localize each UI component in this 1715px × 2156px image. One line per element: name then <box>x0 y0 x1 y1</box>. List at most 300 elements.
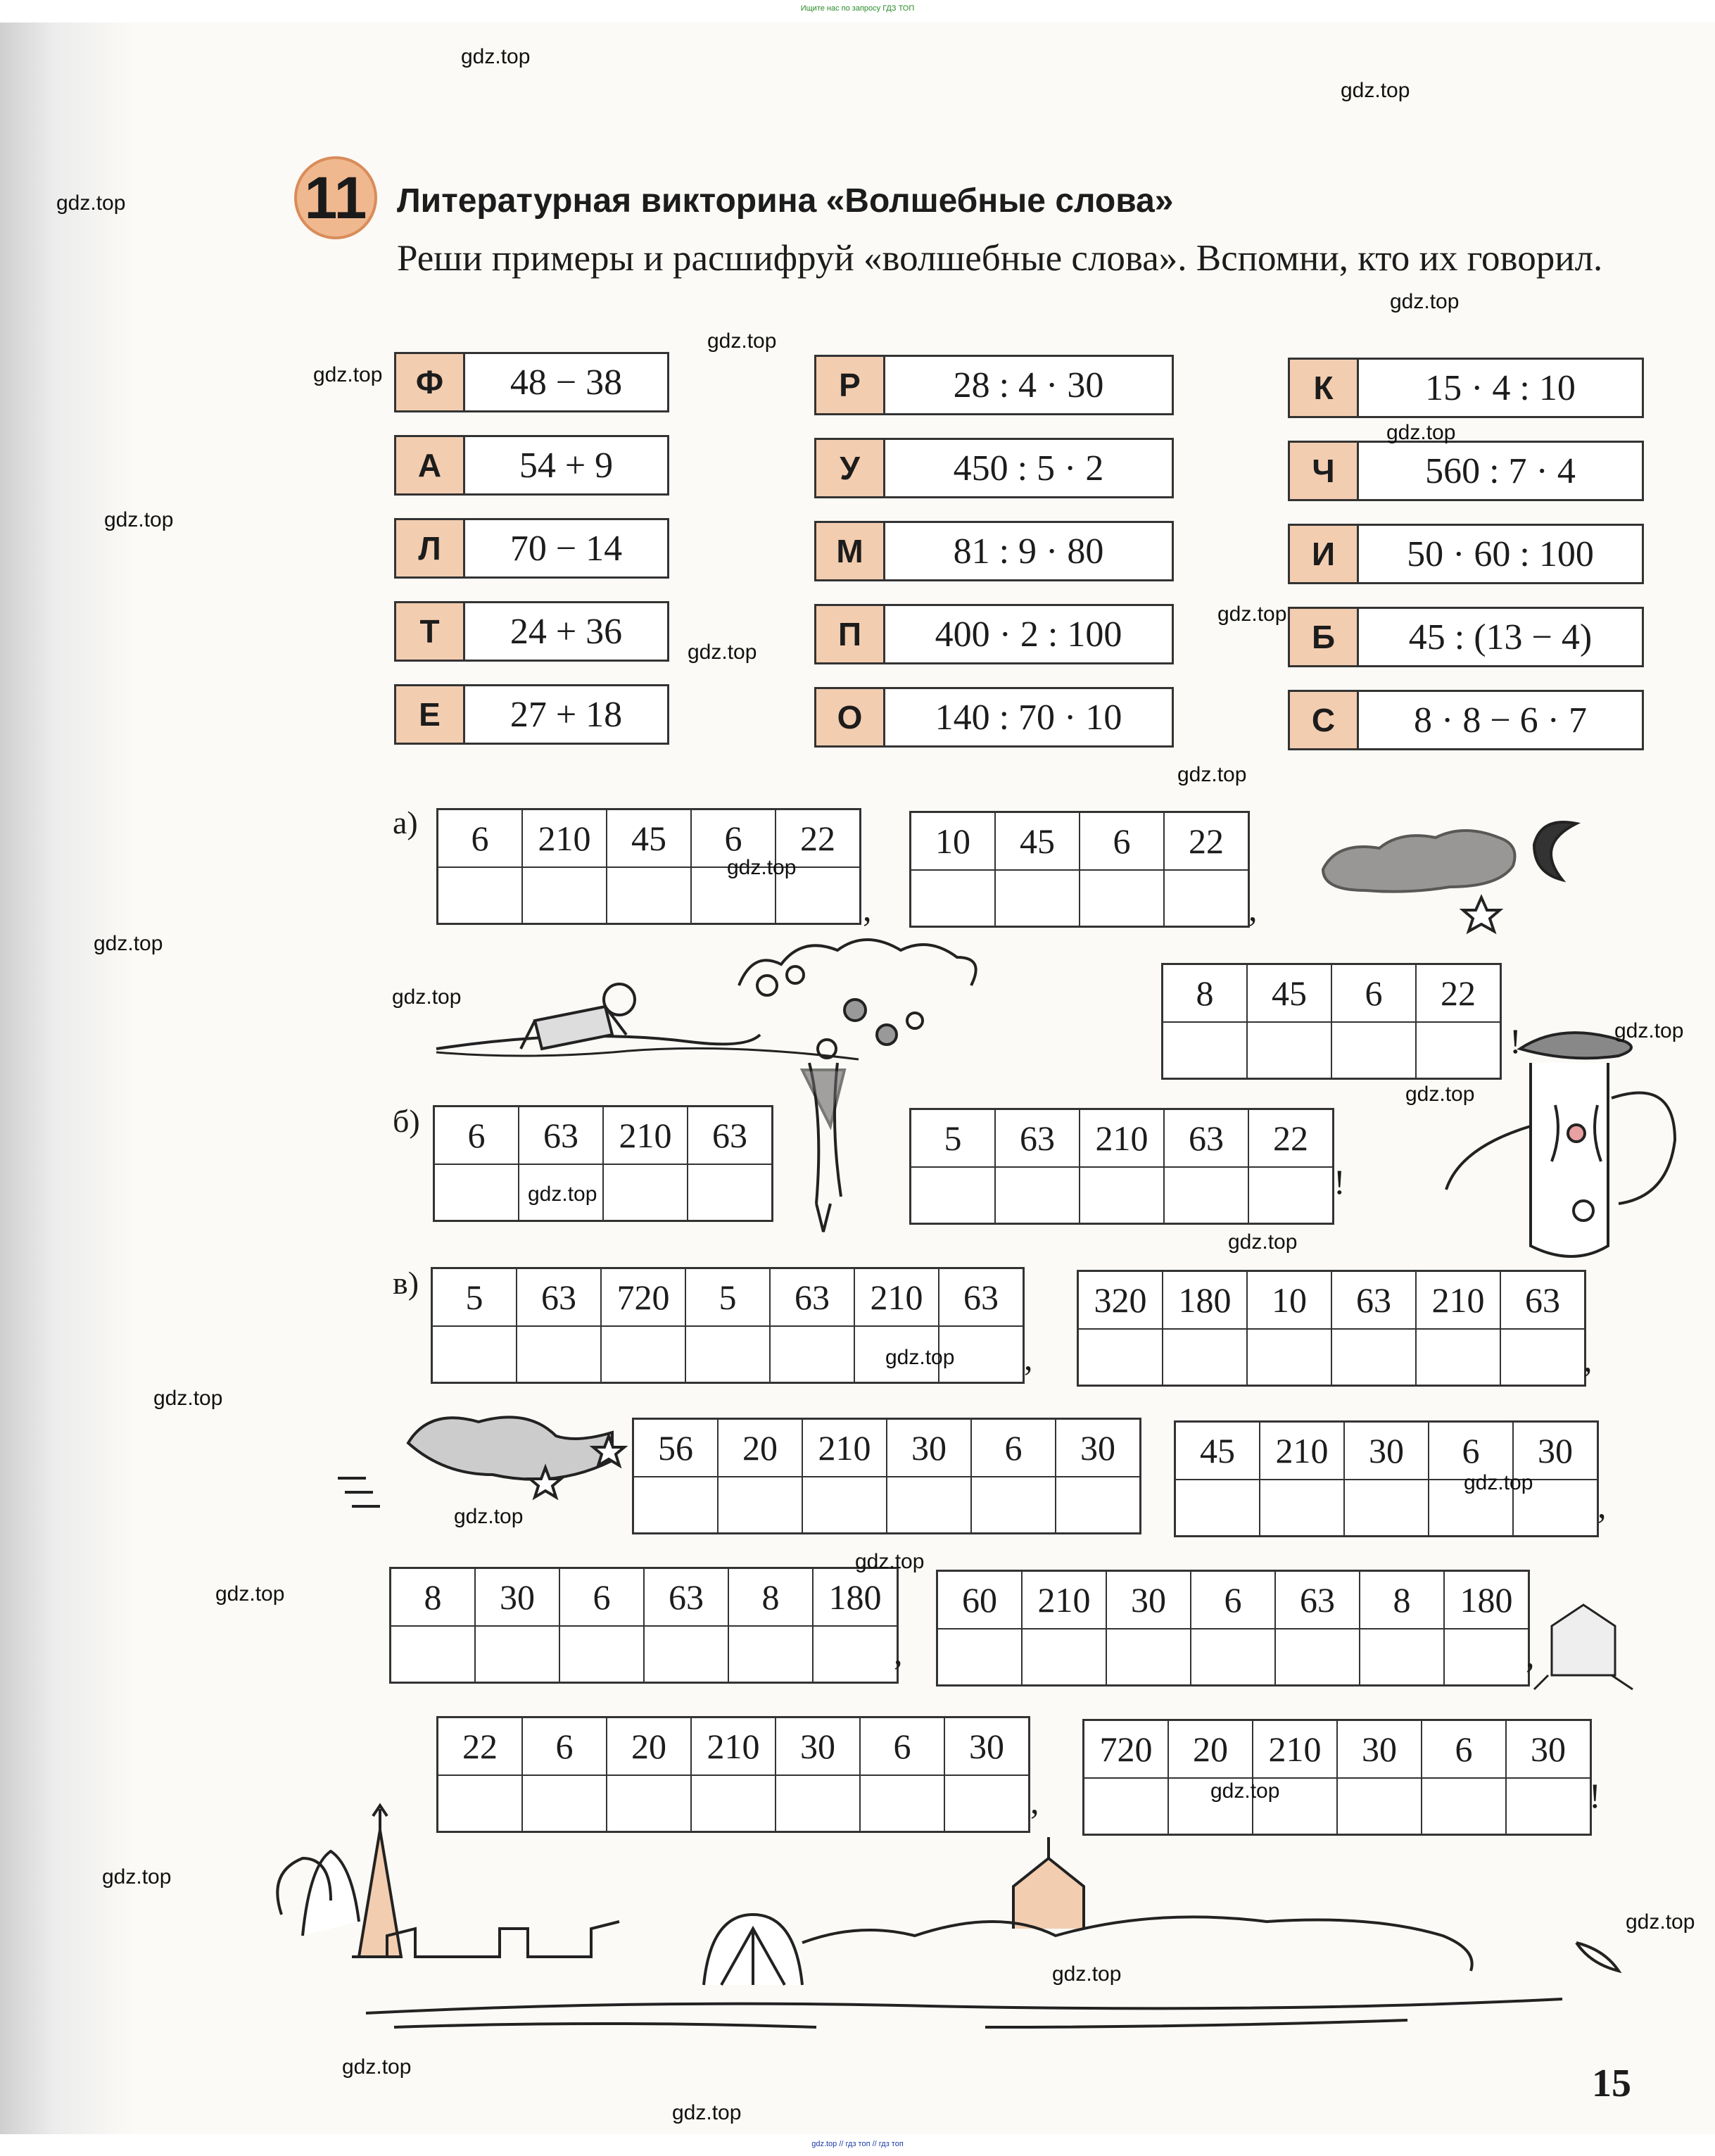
answer-cell <box>1445 1572 1528 1684</box>
answer-cell <box>1080 1110 1165 1223</box>
answer-cell <box>729 1569 814 1682</box>
cipher-number: 210 <box>523 810 606 868</box>
cipher-number: 30 <box>476 1569 559 1627</box>
answer-letter-box[interactable] <box>1163 1023 1246 1078</box>
code-expression: 28 : 4 · 30 <box>953 365 1104 405</box>
cipher-number: 63 <box>517 1269 600 1327</box>
cipher-number: 30 <box>1338 1721 1421 1779</box>
answer-letter-box[interactable] <box>692 1776 775 1831</box>
comma-mark: , <box>1248 889 1258 928</box>
answer-letter-box[interactable] <box>1165 1168 1248 1223</box>
cipher-number: 30 <box>1507 1721 1590 1779</box>
answer-cell <box>1360 1572 1445 1684</box>
answer-cell <box>1417 965 1500 1078</box>
cipher-number: 30 <box>1514 1423 1597 1480</box>
answer-letter-box[interactable] <box>1176 1480 1259 1535</box>
answer-letter-box[interactable] <box>719 1477 802 1532</box>
code-letter: Б <box>1290 609 1359 665</box>
answer-letter-box[interactable] <box>607 868 690 923</box>
answer-cell <box>1507 1721 1590 1834</box>
answer-letter-box[interactable] <box>688 1165 771 1220</box>
answer-letter-box[interactable] <box>433 1327 516 1382</box>
answer-grid-v-5 <box>389 1567 899 1684</box>
answer-cell <box>1332 965 1417 1078</box>
code-letter: И <box>1290 526 1359 582</box>
answer-cell <box>688 1107 771 1220</box>
watermark: gdz.top <box>1405 1083 1475 1106</box>
cipher-number: 63 <box>1165 1110 1248 1168</box>
answer-grid-v-3 <box>632 1418 1141 1534</box>
answer-cell <box>523 1718 607 1831</box>
cipher-number: 6 <box>523 1718 606 1776</box>
answer-cell <box>1023 1572 1107 1684</box>
watermark: gdz.top <box>102 1865 172 1889</box>
code-expression: 81 : 9 · 80 <box>953 531 1104 572</box>
answer-grid-v-2 <box>1077 1270 1586 1387</box>
answer-letter-box[interactable] <box>1107 1629 1190 1684</box>
answer-letter-box[interactable] <box>523 1776 606 1831</box>
watermark: gdz.top <box>1217 603 1287 626</box>
cipher-number: 6 <box>1429 1423 1512 1480</box>
answer-letter-box[interactable] <box>1338 1779 1421 1834</box>
answer-cell <box>1417 1272 1501 1385</box>
cipher-number: 30 <box>1107 1572 1190 1629</box>
answer-cell <box>1084 1721 1169 1834</box>
crawling-figure-icon <box>436 984 760 1049</box>
code-card-b <box>1288 607 1644 667</box>
cipher-number: 210 <box>855 1269 938 1327</box>
comma-mark: , <box>1030 1782 1039 1821</box>
answer-cell <box>634 1420 719 1532</box>
answer-cell <box>607 810 692 923</box>
answer-letter-box[interactable] <box>476 1627 559 1682</box>
cipher-number: 45 <box>996 813 1079 871</box>
code-expression: 450 : 5 · 2 <box>953 448 1104 488</box>
answer-cell <box>1191 1572 1276 1684</box>
answer-cell <box>1249 1110 1332 1223</box>
cipher-number: 45 <box>607 810 690 868</box>
answer-letter-box[interactable] <box>560 1627 643 1682</box>
code-expression: 24 + 36 <box>510 611 623 652</box>
answer-letter-box[interactable] <box>861 1776 944 1831</box>
answer-letter-box[interactable] <box>438 1776 521 1831</box>
answer-letter-box[interactable] <box>1360 1629 1443 1684</box>
cipher-number: 6 <box>435 1107 518 1165</box>
answer-letter-box[interactable] <box>1501 1330 1584 1385</box>
cipher-number: 30 <box>945 1718 1028 1776</box>
cipher-number: 210 <box>1260 1423 1343 1480</box>
code-expression: 54 + 9 <box>519 445 614 486</box>
code-card-u <box>814 438 1174 498</box>
cipher-number: 6 <box>1191 1572 1274 1629</box>
answer-cell <box>1165 1110 1249 1223</box>
answer-letter-box[interactable] <box>602 1327 685 1382</box>
watermark: gdz.top <box>1341 79 1410 102</box>
answer-cell <box>814 1569 897 1682</box>
exclamation-mark: ! <box>1334 1162 1346 1202</box>
answer-cell <box>438 1718 523 1831</box>
cipher-number: 20 <box>1169 1721 1252 1779</box>
answer-letter-box[interactable] <box>1248 1330 1331 1385</box>
answer-letter-box[interactable] <box>996 871 1079 926</box>
code-letter: К <box>1290 360 1359 416</box>
cipher-number: 6 <box>692 810 775 868</box>
cipher-number: 5 <box>686 1269 769 1327</box>
answer-cell <box>938 1572 1023 1684</box>
code-letter: Е <box>396 686 465 743</box>
cipher-number: 210 <box>692 1718 775 1776</box>
cipher-number: 63 <box>1332 1272 1415 1330</box>
answer-cell <box>1338 1721 1422 1834</box>
watermark: gdz.top <box>1614 1019 1684 1042</box>
part-label-b: б) <box>393 1103 420 1139</box>
cipher-number: 210 <box>1253 1721 1336 1779</box>
answer-cell <box>861 1718 945 1831</box>
watermark: gdz.top <box>1626 1910 1695 1934</box>
watermark: gdz.top <box>727 856 797 879</box>
answer-cell <box>1248 965 1332 1078</box>
cipher-number: 180 <box>1445 1572 1528 1629</box>
watermark: gdz.top <box>672 2101 742 2124</box>
code-card-e <box>394 684 669 745</box>
code-letter: Ч <box>1290 443 1359 499</box>
answer-grid-a-3 <box>1161 963 1502 1080</box>
code-expression: 140 : 70 · 10 <box>935 697 1122 738</box>
cipher-number: 22 <box>1249 1110 1332 1168</box>
watermark: gdz.top <box>1390 290 1460 313</box>
cipher-number: 45 <box>1176 1423 1259 1480</box>
answer-cell <box>1501 1272 1584 1385</box>
watermark: gdz.top <box>1386 421 1456 444</box>
answer-cell <box>391 1569 476 1682</box>
cipher-number: 720 <box>602 1269 685 1327</box>
cipher-number: 8 <box>729 1569 812 1627</box>
cipher-number: 63 <box>688 1107 771 1165</box>
cipher-number: 6 <box>972 1420 1055 1477</box>
cipher-number: 5 <box>433 1269 516 1327</box>
answer-letter-box[interactable] <box>517 1327 600 1382</box>
code-card-s <box>1288 690 1644 750</box>
cipher-number: 6 <box>560 1569 643 1627</box>
answer-cell <box>1253 1721 1338 1834</box>
answer-cell <box>776 1718 861 1831</box>
comma-mark: , <box>1597 1486 1607 1525</box>
code-expression: 50 · 60 : 100 <box>1407 534 1594 574</box>
answer-cell <box>435 1107 519 1220</box>
small-hut-icon <box>1534 1605 1633 1689</box>
code-expression: 48 − 38 <box>510 362 623 403</box>
watermark: gdz.top <box>688 641 757 664</box>
answer-cell <box>1276 1572 1360 1684</box>
answer-cell <box>1107 1572 1191 1684</box>
answer-letter-box[interactable] <box>1084 1779 1167 1834</box>
cipher-number: 60 <box>938 1572 1021 1629</box>
answer-letter-box[interactable] <box>1345 1480 1428 1535</box>
answer-letter-box[interactable] <box>1417 1023 1500 1078</box>
answer-cell <box>1248 1272 1332 1385</box>
watermark: gdz.top <box>1177 763 1247 786</box>
answer-letter-box[interactable] <box>604 1165 687 1220</box>
answer-cell <box>1345 1423 1429 1535</box>
code-expression: 400 · 2 : 100 <box>935 614 1122 655</box>
answer-cell <box>1169 1721 1253 1834</box>
answer-letter-box[interactable] <box>686 1327 769 1382</box>
cipher-number: 180 <box>814 1569 897 1627</box>
cipher-number: 8 <box>1163 965 1246 1023</box>
watermark: gdz.top <box>855 1550 925 1573</box>
cipher-number: 10 <box>911 813 994 871</box>
answer-letter-box[interactable] <box>1507 1779 1590 1834</box>
answer-letter-box[interactable] <box>814 1627 897 1682</box>
answer-cell <box>887 1420 972 1532</box>
cipher-number: 6 <box>438 810 521 868</box>
cipher-number: 20 <box>719 1420 802 1477</box>
answer-letter-box[interactable] <box>1332 1023 1415 1078</box>
watermark: gdz.top <box>454 1505 524 1528</box>
answer-cell <box>1260 1423 1345 1535</box>
answer-cell <box>803 1420 887 1532</box>
watermark: gdz.top <box>342 2055 412 2079</box>
cipher-number: 22 <box>438 1718 521 1776</box>
code-card-i <box>1288 524 1644 584</box>
answer-letter-box[interactable] <box>435 1165 518 1220</box>
comma-mark: , <box>1024 1338 1033 1378</box>
answer-cell <box>1176 1423 1260 1535</box>
code-card-m <box>814 521 1174 581</box>
answer-cell <box>560 1569 645 1682</box>
cipher-number: 63 <box>996 1110 1079 1168</box>
answer-letter-box[interactable] <box>645 1627 728 1682</box>
cipher-number: 180 <box>1163 1272 1246 1330</box>
cipher-number: 63 <box>645 1569 728 1627</box>
answer-cell <box>645 1569 729 1682</box>
answer-letter-box[interactable] <box>607 1776 690 1831</box>
answer-letter-box[interactable] <box>1445 1629 1528 1684</box>
code-letter: М <box>816 523 885 579</box>
answer-letter-box[interactable] <box>1056 1477 1139 1532</box>
answer-grid-a-1 <box>436 808 861 925</box>
code-letter: Р <box>816 357 885 413</box>
watermark: gdz.top <box>94 932 163 955</box>
cipher-number: 210 <box>604 1107 687 1165</box>
cipher-number: 63 <box>1276 1572 1359 1629</box>
answer-cell <box>996 1110 1080 1223</box>
task-number-badge: 11 <box>294 156 377 239</box>
comma-mark: , <box>894 1632 903 1672</box>
code-card-f <box>394 352 669 412</box>
answer-letter-box[interactable] <box>1163 1330 1246 1385</box>
answer-letter-box[interactable] <box>1080 1168 1163 1223</box>
cipher-number: 6 <box>1422 1721 1505 1779</box>
code-letter: А <box>396 437 465 493</box>
answer-cell <box>1080 813 1165 926</box>
watermark: gdz.top <box>56 191 126 215</box>
answer-letter-box[interactable] <box>1165 871 1248 926</box>
exclamation-mark: ! <box>1589 1776 1601 1815</box>
watermark: gdz.top <box>313 363 383 386</box>
answer-cell <box>1079 1272 1163 1385</box>
answer-letter-box[interactable] <box>1422 1779 1505 1834</box>
cipher-number: 63 <box>771 1269 854 1327</box>
watermark: gdz.top <box>1228 1230 1298 1254</box>
answer-grid-v-7 <box>436 1716 1030 1833</box>
answer-letter-box[interactable] <box>945 1776 1028 1831</box>
answer-letter-box[interactable] <box>776 1776 859 1831</box>
answer-letter-box[interactable] <box>1023 1629 1106 1684</box>
answer-cell <box>607 1718 692 1831</box>
task-title: Литературная викторина «Волшебные слова» <box>397 182 1174 220</box>
cipher-number: 30 <box>776 1718 859 1776</box>
cipher-number: 6 <box>1080 813 1163 871</box>
answer-letter-box[interactable] <box>1079 1330 1162 1385</box>
code-expression: 560 : 7 · 4 <box>1425 450 1576 491</box>
code-card-l <box>394 518 669 579</box>
cipher-number: 210 <box>1417 1272 1500 1330</box>
answer-letter-box[interactable] <box>911 871 994 926</box>
task-instruction: Реши примеры и расшифруй «волшебные слова». Вспомни, кто их говорил. <box>397 238 1603 279</box>
answer-letter-box[interactable] <box>938 1629 1021 1684</box>
answer-cell <box>911 813 996 926</box>
code-letter: У <box>816 440 885 496</box>
answer-cell <box>1056 1420 1139 1532</box>
comma-mark: , <box>1583 1339 1593 1379</box>
code-letter: Т <box>396 603 465 660</box>
cipher-number: 22 <box>1417 965 1500 1023</box>
answer-cell <box>1422 1721 1507 1834</box>
answer-letter-box[interactable] <box>729 1627 812 1682</box>
cipher-number: 63 <box>519 1107 602 1165</box>
watermark: gdz.top <box>215 1582 285 1606</box>
watermark: gdz.top <box>153 1387 223 1410</box>
answer-letter-box[interactable] <box>1276 1629 1359 1684</box>
answer-letter-box[interactable] <box>1260 1480 1343 1535</box>
watermark: gdz.top <box>528 1183 597 1206</box>
exclamation-mark: ! <box>1510 1021 1521 1061</box>
watermark: gdz.top <box>104 508 174 531</box>
answer-letter-box[interactable] <box>1417 1330 1500 1385</box>
answer-grid-v-8 <box>1082 1719 1592 1836</box>
cipher-number: 5 <box>911 1110 994 1168</box>
answer-cell <box>719 1420 803 1532</box>
cipher-number: 30 <box>887 1420 970 1477</box>
header-note[interactable]: Ищите нас по запросу ГДЗ ТОП <box>800 4 915 13</box>
footer-note[interactable]: gdz.top // гдз топ // гдз топ <box>811 2140 904 2148</box>
answer-cell <box>1332 1272 1417 1385</box>
code-card-o <box>814 687 1174 748</box>
cipher-number: 30 <box>1345 1423 1428 1480</box>
cipher-number: 8 <box>1360 1572 1443 1629</box>
watermark: gdz.top <box>461 45 531 68</box>
answer-letter-box[interactable] <box>391 1627 474 1682</box>
fortress-landscape-icon <box>277 1805 1619 2027</box>
cipher-number: 63 <box>939 1269 1023 1327</box>
answer-grid-b-1 <box>433 1105 773 1222</box>
answer-letter-box[interactable] <box>438 868 521 923</box>
answer-letter-box[interactable] <box>972 1477 1055 1532</box>
cipher-number: 6 <box>861 1718 944 1776</box>
answer-letter-box[interactable] <box>1080 871 1163 926</box>
page-number: 15 <box>1592 2062 1631 2105</box>
part-label-a: а) <box>393 805 418 840</box>
comma-mark: , <box>863 889 872 928</box>
code-card-k <box>1288 358 1644 418</box>
cipher-number: 56 <box>634 1420 717 1477</box>
cipher-number: 8 <box>391 1569 474 1627</box>
answer-cell <box>523 810 607 923</box>
flying-boot-icon <box>338 1417 624 1506</box>
answer-cell <box>692 1718 776 1831</box>
answer-letter-box[interactable] <box>1332 1330 1415 1385</box>
answer-cell <box>438 810 523 923</box>
answer-cell <box>433 1269 517 1382</box>
answer-letter-box[interactable] <box>996 1168 1079 1223</box>
watermark: gdz.top <box>392 985 462 1009</box>
answer-letter-box[interactable] <box>1248 1023 1331 1078</box>
cipher-number: 6 <box>1332 965 1415 1023</box>
answer-letter-box[interactable] <box>634 1477 717 1532</box>
answer-letter-box[interactable] <box>911 1168 994 1223</box>
answer-cell <box>911 1110 996 1223</box>
code-expression: 27 + 18 <box>510 694 623 735</box>
answer-cell <box>604 1107 688 1220</box>
comma-mark: , <box>1526 1635 1535 1675</box>
answer-cell <box>972 1420 1056 1532</box>
answer-letter-box[interactable] <box>1249 1168 1332 1223</box>
answer-cell <box>1165 813 1248 926</box>
answer-cell <box>771 1269 855 1382</box>
answer-cell <box>517 1269 602 1382</box>
code-expression: 8 · 8 − 6 · 7 <box>1414 700 1587 740</box>
answer-cell <box>476 1569 560 1682</box>
cipher-number: 10 <box>1248 1272 1331 1330</box>
answer-cell <box>1163 965 1248 1078</box>
answer-cell <box>945 1718 1028 1831</box>
cipher-number: 320 <box>1079 1272 1162 1330</box>
code-letter: С <box>1290 692 1359 748</box>
code-card-ch <box>1288 441 1644 501</box>
code-expression: 15 · 4 : 10 <box>1425 367 1576 408</box>
watermark: gdz.top <box>1210 1779 1280 1803</box>
watermark: gdz.top <box>885 1346 955 1369</box>
code-letter: П <box>816 606 885 662</box>
code-letter: Ф <box>396 354 465 410</box>
cloud-moon-icon <box>1323 822 1576 931</box>
cipher-number: 63 <box>1501 1272 1584 1330</box>
answer-letter-box[interactable] <box>771 1327 854 1382</box>
answer-letter-box[interactable] <box>1191 1629 1274 1684</box>
code-expression: 45 : (13 − 4) <box>1408 617 1593 657</box>
cipher-number: 20 <box>607 1718 690 1776</box>
cipher-number: 210 <box>1080 1110 1163 1168</box>
cipher-number: 210 <box>1023 1572 1106 1629</box>
cipher-number: 720 <box>1084 1721 1167 1779</box>
code-card-p <box>814 604 1174 664</box>
part-label-v: в) <box>393 1265 419 1301</box>
cipher-number: 22 <box>1165 813 1248 871</box>
code-expression: 70 − 14 <box>510 528 623 569</box>
code-card-a <box>394 435 669 496</box>
answer-letter-box[interactable] <box>523 868 606 923</box>
answer-grid-b-2 <box>909 1108 1334 1225</box>
answer-letter-box[interactable] <box>887 1477 970 1532</box>
cipher-number: 45 <box>1248 965 1331 1023</box>
answer-letter-box[interactable] <box>803 1477 886 1532</box>
cipher-number: 22 <box>776 810 859 868</box>
code-letter: Л <box>396 520 465 576</box>
code-card-t <box>394 601 669 662</box>
ground-wave-icon <box>436 1048 859 1059</box>
answer-cell <box>686 1269 771 1382</box>
